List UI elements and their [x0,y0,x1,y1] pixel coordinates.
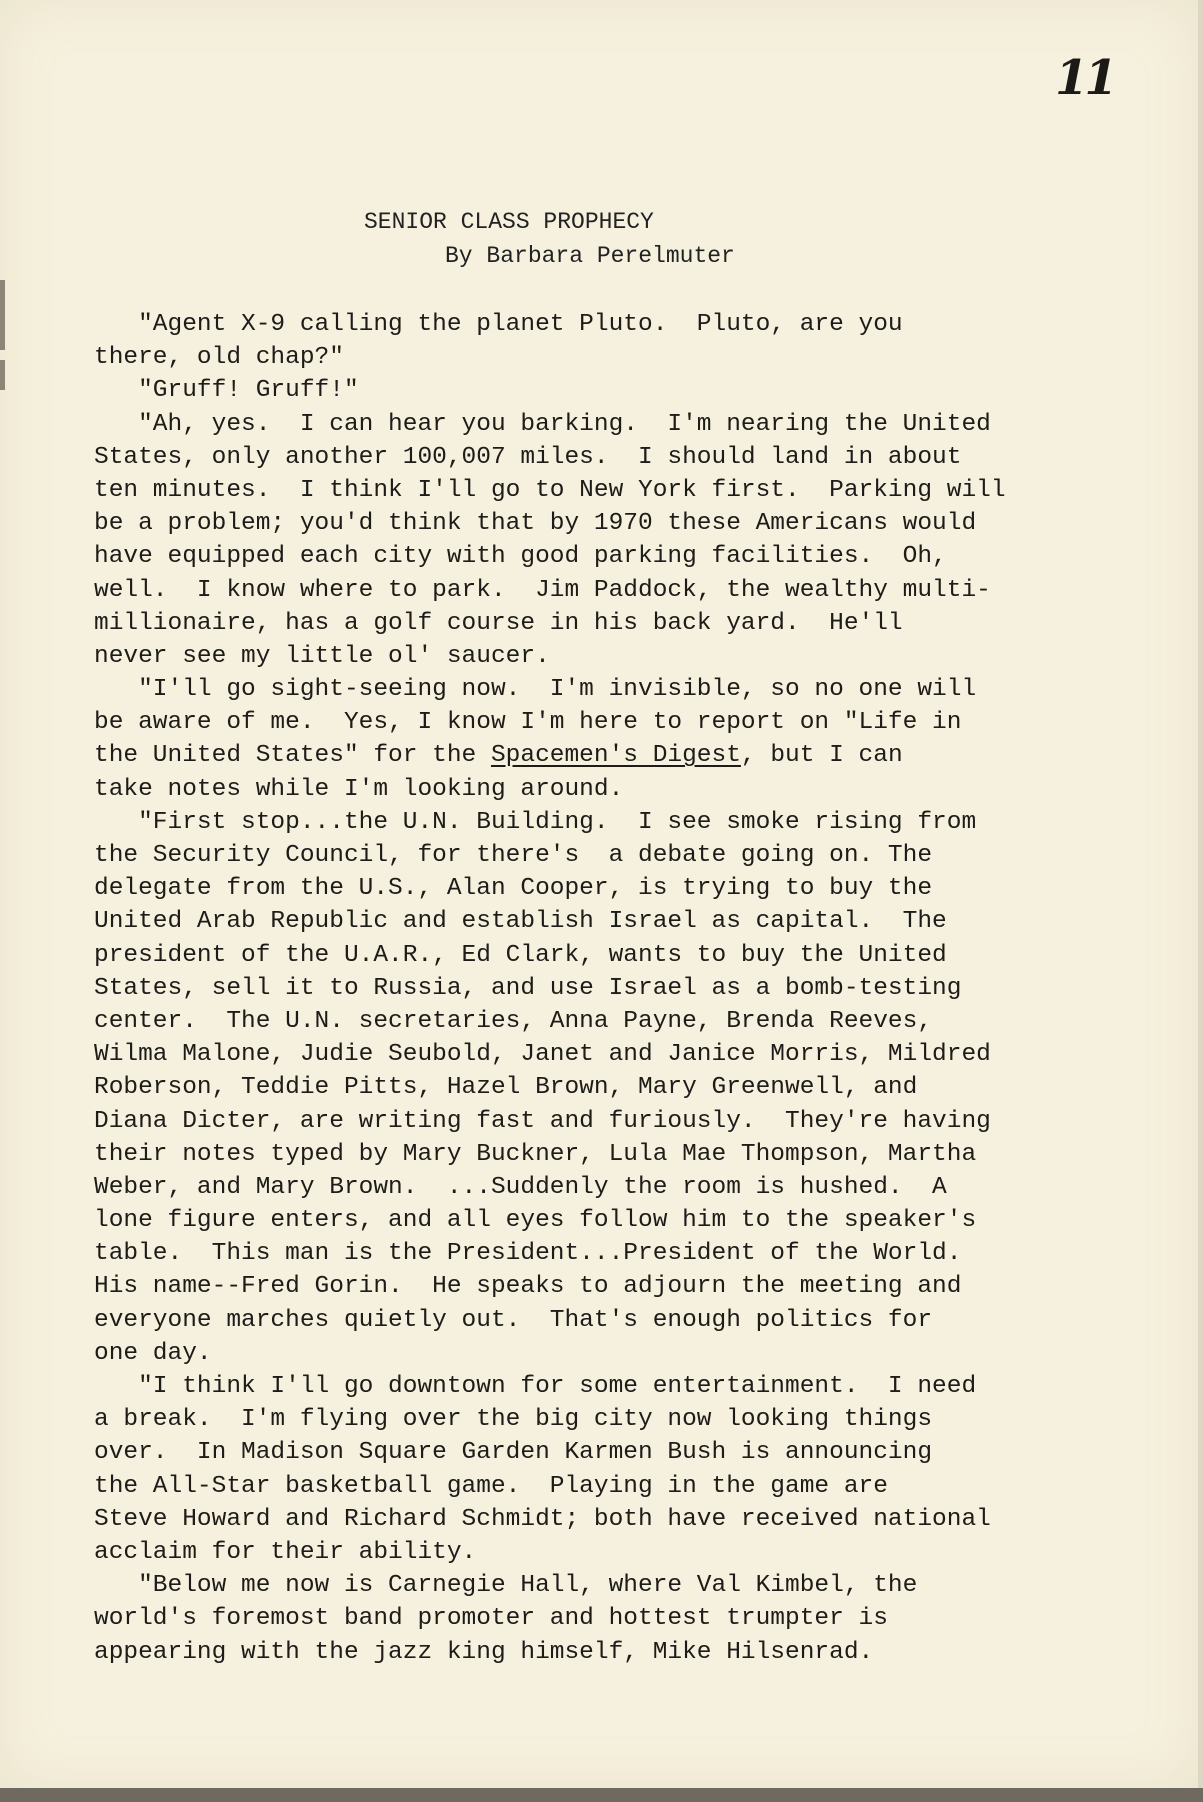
text-line: Steve Howard and Richard Schmidt; both have received national [94,1505,991,1533]
binding-mark [0,360,5,390]
text-line: never see my little ol' saucer. [94,642,550,670]
text-line: the Security Council, for there's a debate going on. The [94,842,933,869]
text-line: take notes while I'm looking around. [94,775,624,803]
text-line: United Arab Republic and establish Israel as capital. The [94,908,947,936]
text-line: Wilma Malone, Judie Seubold, Janet and Janice Morris, Mildred [94,1041,991,1069]
text-line: have equipped each city with good parking facilities. Oh, [94,543,947,571]
text-line: "First stop...the U.N. Building. I see smoke rising from [94,808,977,836]
text-line: be aware of me. Yes, I know I'm here to report on "Life in [94,709,962,737]
text-line-with-title [94,739,1134,772]
text-line: one day. [94,1339,212,1367]
text-line: acclaim for their ability. [94,1538,477,1566]
text-line: be a problem; you'd think that by 1970 these Americans would [94,510,977,538]
text-line: lone figure enters, and all eyes follow him to the speaker's [94,1207,977,1235]
text-segment: the United States" for the [94,742,491,770]
text-segment: , but I can [740,742,903,770]
text-line: "Agent X-9 calling the planet Pluto. Pluto, are you [94,311,903,338]
text-line: His name--Fred Gorin. He speaks to adjourn the meeting and [94,1273,962,1301]
text-line: table. This man is the President...President of the World. [94,1240,962,1268]
text-line: "I think I'll go downtown for some entertainment. I need [94,1373,977,1400]
text-line: States, sell it to Russia, and use Israel as a bomb-testing [94,974,962,1002]
page-bottom-edge [0,1788,1203,1802]
text-line: Roberson, Teddie Pitts, Hazel Brown, Mary Greenwell, and [94,1074,918,1102]
underlined-publication-title: Spacemen's Digest [490,742,741,770]
text-line: appearing with the jazz king himself, Mike Hilsenrad. [94,1638,874,1666]
text-line: "Ah, yes. I can hear you barking. I'm nearing the United [94,410,991,438]
text-line: "I'll go sight-seeing now. I'm invisible, so no one will [94,676,977,704]
page-title: SENIOR CLASS PROPHECY [364,209,654,235]
text-line: "Gruff! Gruff!" [94,377,359,405]
text-line: everyone marches quietly out. That's enough politics for [94,1306,933,1334]
text-line: world's foremost band promoter and hottest trumpter is [94,1605,888,1633]
text-line: ten minutes. I think I'll go to New York first. Parking will [94,476,1006,504]
text-line: well. I know where to park. Jim Paddock, the wealthy multi- [94,576,991,604]
text-line: millionaire, has a golf course in his back yard. He'll [94,609,903,637]
text-line: "Below me now is Carnegie Hall, where Val Kimbel, the [94,1572,918,1600]
byline: By Barbara Perelmuter [445,243,735,269]
text-line: States, only another 100,007 miles. I should land in about [94,443,962,471]
text-line: center. The U.N. secretaries, Anna Payne, Brenda Reeves, [94,1007,933,1035]
text-line: their notes typed by Mary Buckner, Lula Mae Thompson, Martha [94,1140,977,1168]
binding-mark [0,280,5,350]
body-text [94,308,1134,1669]
text-line: over. In Madison Square Garden Karmen Bush is announcing [94,1439,933,1467]
page-number: 11 [1055,50,1114,106]
text-line: there, old chap?" [94,344,344,372]
text-line: the All-Star basketball game. Playing in the game are [94,1472,888,1500]
text-line: a break. I'm flying over the big city now looking things [94,1406,933,1434]
text-line: Diana Dicter, are writing fast and furiously. They're having [94,1107,991,1135]
text-line: delegate from the U.S., Alan Cooper, is trying to buy the [94,875,933,903]
text-line: president of the U.A.R., Ed Clark, wants to buy the United [94,941,947,969]
text-line: Weber, and Mary Brown. ...Suddenly the room is hushed. A [94,1173,947,1201]
